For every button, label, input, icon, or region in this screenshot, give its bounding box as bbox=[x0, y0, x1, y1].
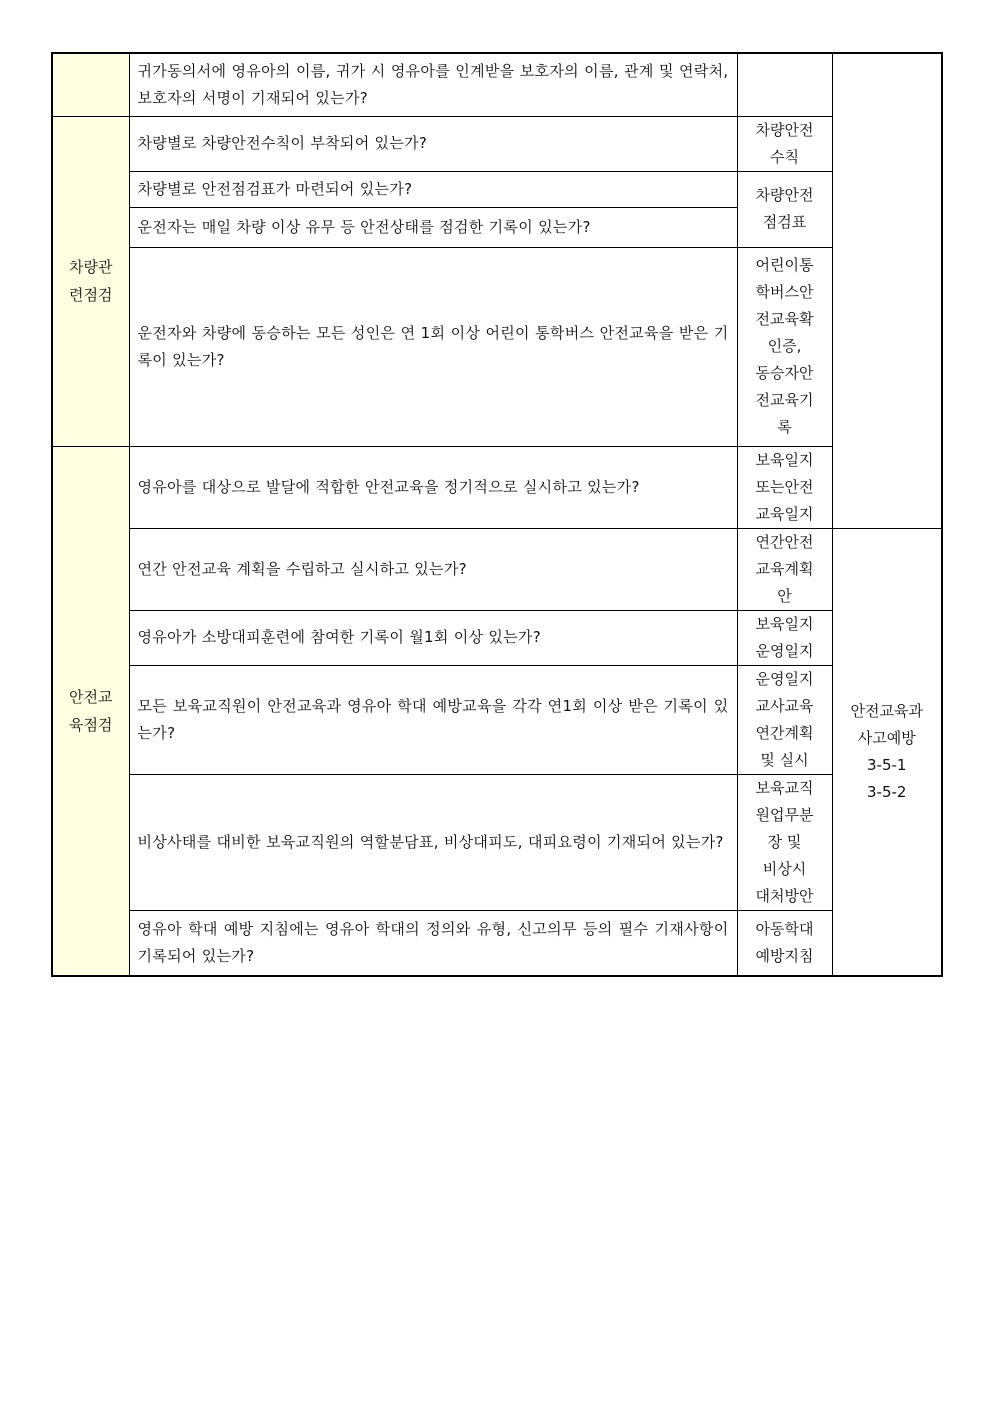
evidence-doc: 보육일지 운영일지 bbox=[737, 610, 832, 665]
table-row bbox=[52, 528, 942, 610]
check-item: 차량별로 안전점검표가 마련되어 있는가? bbox=[129, 171, 737, 207]
check-item: 모든 보육교직원이 안전교육과 영유아 학대 예방교육을 각각 연1회 이상 받은 기록이 있는가? bbox=[129, 665, 737, 774]
evidence-doc: 운영일지 교사교육 연간계획 및 실시 bbox=[737, 665, 832, 774]
table-row bbox=[52, 116, 942, 171]
table-row bbox=[52, 610, 942, 665]
table-row bbox=[52, 774, 942, 910]
check-item: 귀가동의서에 영유아의 이름, 귀가 시 영유아를 인계받을 보호자의 이름, 관계 및 연락처, 보호자의 서명이 기재되어 있는가? bbox=[129, 53, 737, 116]
evidence-doc: 차량안전 점검표 bbox=[737, 171, 832, 247]
evidence-doc: 보육교직 원업무분 장 및 비상시 대처방안 bbox=[737, 774, 832, 910]
table-row bbox=[52, 53, 942, 116]
check-item: 영유아를 대상으로 발달에 적합한 안전교육을 정기적으로 실시하고 있는가? bbox=[129, 446, 737, 528]
check-item: 비상사태를 대비한 보육교직원의 역할분담표, 비상대피도, 대피요령이 기재되어 있는가? bbox=[129, 774, 737, 910]
check-item: 영유아 학대 예방 지침에는 영유아 학대의 정의와 유형, 신고의무 등의 필수 기재사항이 기록되어 있는가? bbox=[129, 910, 737, 976]
evidence-doc: 보육일지 또는안전 교육일지 bbox=[737, 446, 832, 528]
evidence-doc bbox=[737, 53, 832, 116]
check-item: 연간 안전교육 계획을 수립하고 실시하고 있는가? bbox=[129, 528, 737, 610]
check-item: 운전자와 차량에 동승하는 모든 성인은 연 1회 이상 어린이 통학버스 안전교육을 받은 기록이 있는가? bbox=[129, 247, 737, 446]
table-row bbox=[52, 247, 942, 446]
category-cell-empty bbox=[52, 53, 129, 116]
evidence-doc: 아동학대 예방지침 bbox=[737, 910, 832, 976]
evidence-doc: 차량안전 수칙 bbox=[737, 116, 832, 171]
reference-cell: 안전교육과 사고예방 3-5-1 3-5-2 bbox=[832, 528, 942, 976]
category-safety-edu-check: 안전교 육점검 bbox=[52, 446, 129, 976]
check-item: 영유아가 소방대피훈련에 참여한 기록이 월1회 이상 있는가? bbox=[129, 610, 737, 665]
table-row bbox=[52, 910, 942, 976]
checklist-table bbox=[51, 52, 943, 977]
check-item: 차량별로 차량안전수칙이 부착되어 있는가? bbox=[129, 116, 737, 171]
table-row bbox=[52, 665, 942, 774]
reference-cell-empty bbox=[832, 53, 942, 528]
evidence-doc: 연간안전 교육계획 안 bbox=[737, 528, 832, 610]
table-row bbox=[52, 446, 942, 528]
table-row bbox=[52, 171, 942, 207]
check-item: 운전자는 매일 차량 이상 유무 등 안전상태를 점검한 기록이 있는가? bbox=[129, 207, 737, 247]
category-vehicle-check: 차량관 련점검 bbox=[52, 116, 129, 446]
evidence-doc: 어린이통 학버스안 전교육확 인증, 동승자안 전교육기 록 bbox=[737, 247, 832, 446]
